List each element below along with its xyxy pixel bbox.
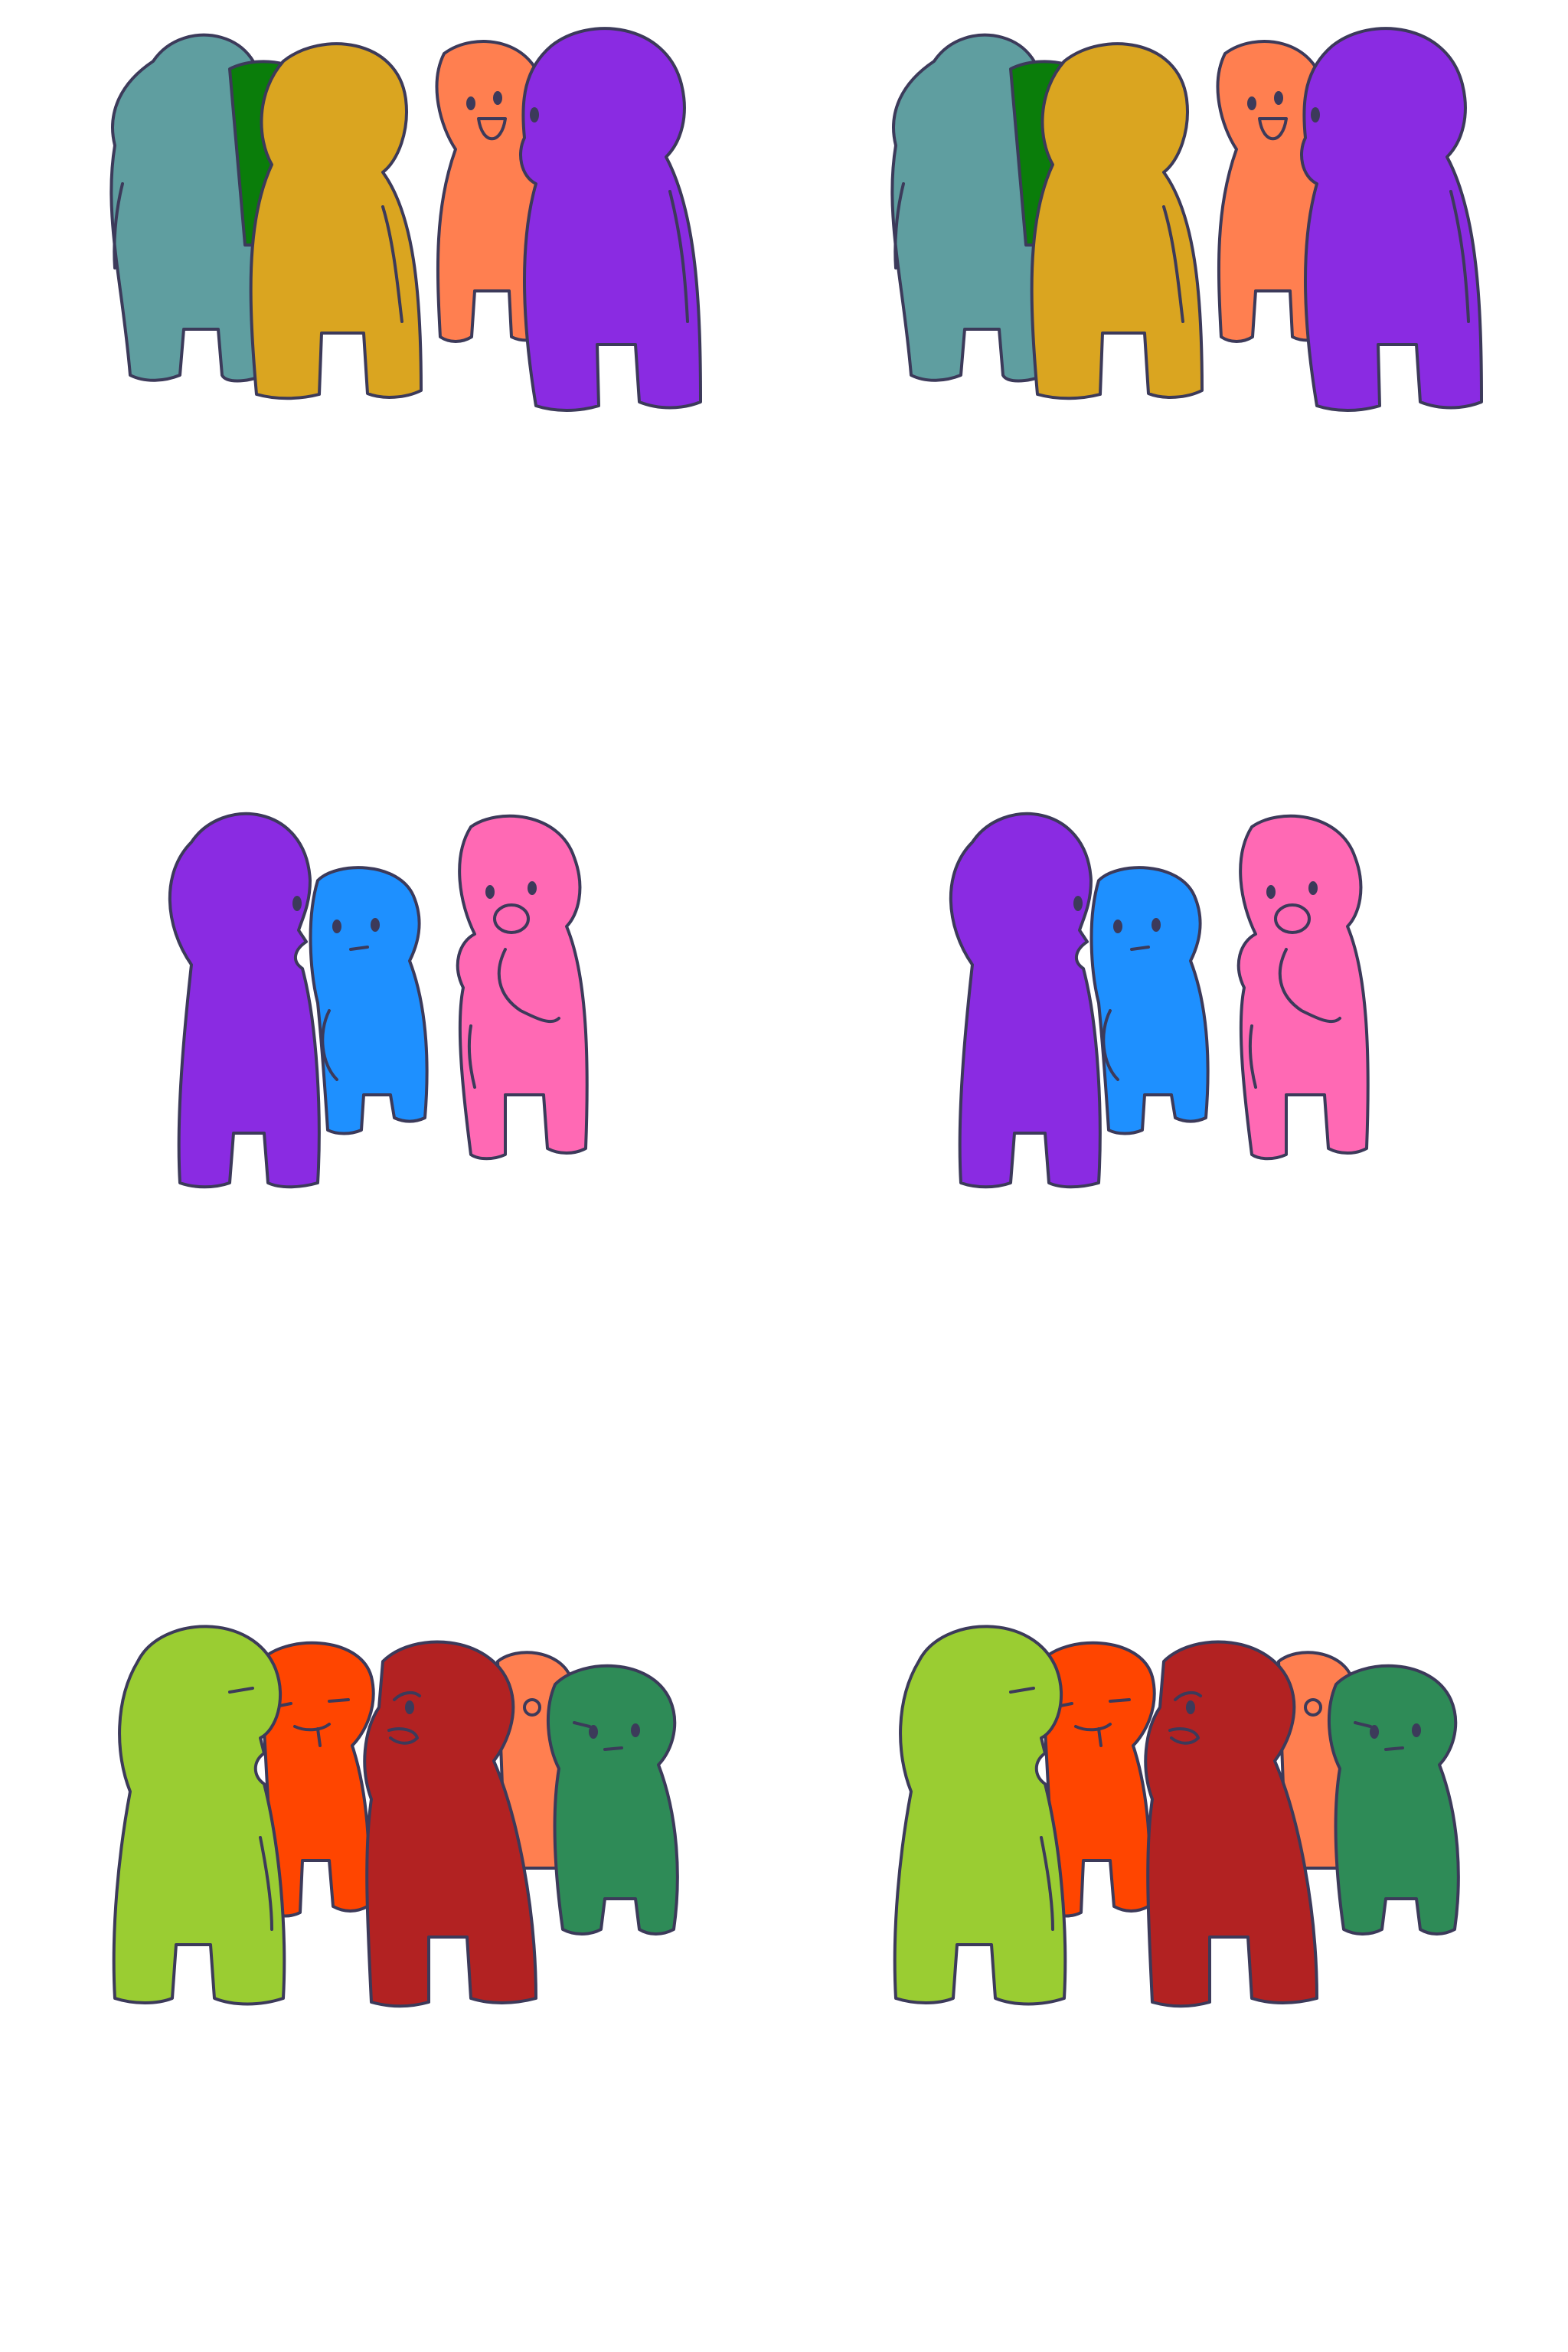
purple-figure	[951, 814, 1100, 1187]
gold-figure	[1032, 44, 1202, 398]
blue-figure	[311, 867, 427, 1133]
purple-figure	[521, 28, 701, 410]
sea-green-figure	[548, 1666, 678, 1934]
panel-row2-right	[926, 796, 1401, 1194]
sea-green-eye-right	[1412, 1723, 1421, 1737]
coral-eye-left	[466, 96, 475, 110]
sea-green-figure	[1329, 1666, 1459, 1934]
sea-green-eye-left	[589, 1725, 598, 1739]
purple-eye	[1311, 107, 1320, 122]
row1-right-drawing	[873, 15, 1485, 413]
purple-figure	[1302, 28, 1481, 410]
pink-mouth	[495, 905, 528, 933]
pink-eye-right	[1308, 881, 1318, 895]
coral-eye-left	[1247, 96, 1256, 110]
crimson-figure	[364, 1642, 536, 2007]
purple-figure	[170, 814, 319, 1187]
crimson-eye	[1186, 1700, 1195, 1714]
coral-eye-right	[1274, 91, 1283, 105]
row3-left-drawing	[100, 1600, 712, 2014]
sea-green-mouth	[605, 1748, 622, 1749]
pink-eye-right	[528, 881, 537, 895]
panel-row3-right	[880, 1600, 1493, 2014]
gold-figure	[251, 44, 421, 398]
row1-left-drawing	[92, 15, 704, 413]
sea-green-eye-left	[1370, 1725, 1379, 1739]
orange-red-brow-right	[329, 1700, 348, 1701]
blue-eye-right	[1152, 918, 1161, 932]
pink-mouth	[1276, 905, 1309, 933]
pink-figure	[1239, 816, 1368, 1158]
sea-green-eye-right	[631, 1723, 640, 1737]
row2-right-drawing	[926, 796, 1401, 1194]
blue-eye-left	[1113, 920, 1122, 933]
purple-eye	[292, 896, 302, 911]
coral-eye-right	[493, 91, 502, 105]
sea-green-mouth	[1386, 1748, 1403, 1749]
purple-eye	[530, 107, 539, 122]
purple-eye	[1073, 896, 1083, 911]
row2-left-drawing	[145, 796, 620, 1194]
pink-eye-left	[485, 885, 495, 899]
blue-figure	[1092, 867, 1208, 1133]
crimson-eye	[405, 1700, 414, 1714]
crimson-figure	[1145, 1642, 1317, 2007]
lime-figure	[895, 1626, 1066, 2004]
blue-eye-right	[371, 918, 380, 932]
orange-red-brow-right	[1110, 1700, 1129, 1701]
blue-eye-left	[332, 920, 341, 933]
panel-row3-left	[100, 1600, 712, 2014]
lime-figure	[114, 1626, 285, 2004]
row3-right-drawing	[880, 1600, 1493, 2014]
panel-row1-left	[92, 15, 704, 413]
pink-eye-left	[1266, 885, 1276, 899]
pink-figure	[458, 816, 587, 1158]
panel-row1-right	[873, 15, 1485, 413]
panel-row2-left	[145, 796, 620, 1194]
